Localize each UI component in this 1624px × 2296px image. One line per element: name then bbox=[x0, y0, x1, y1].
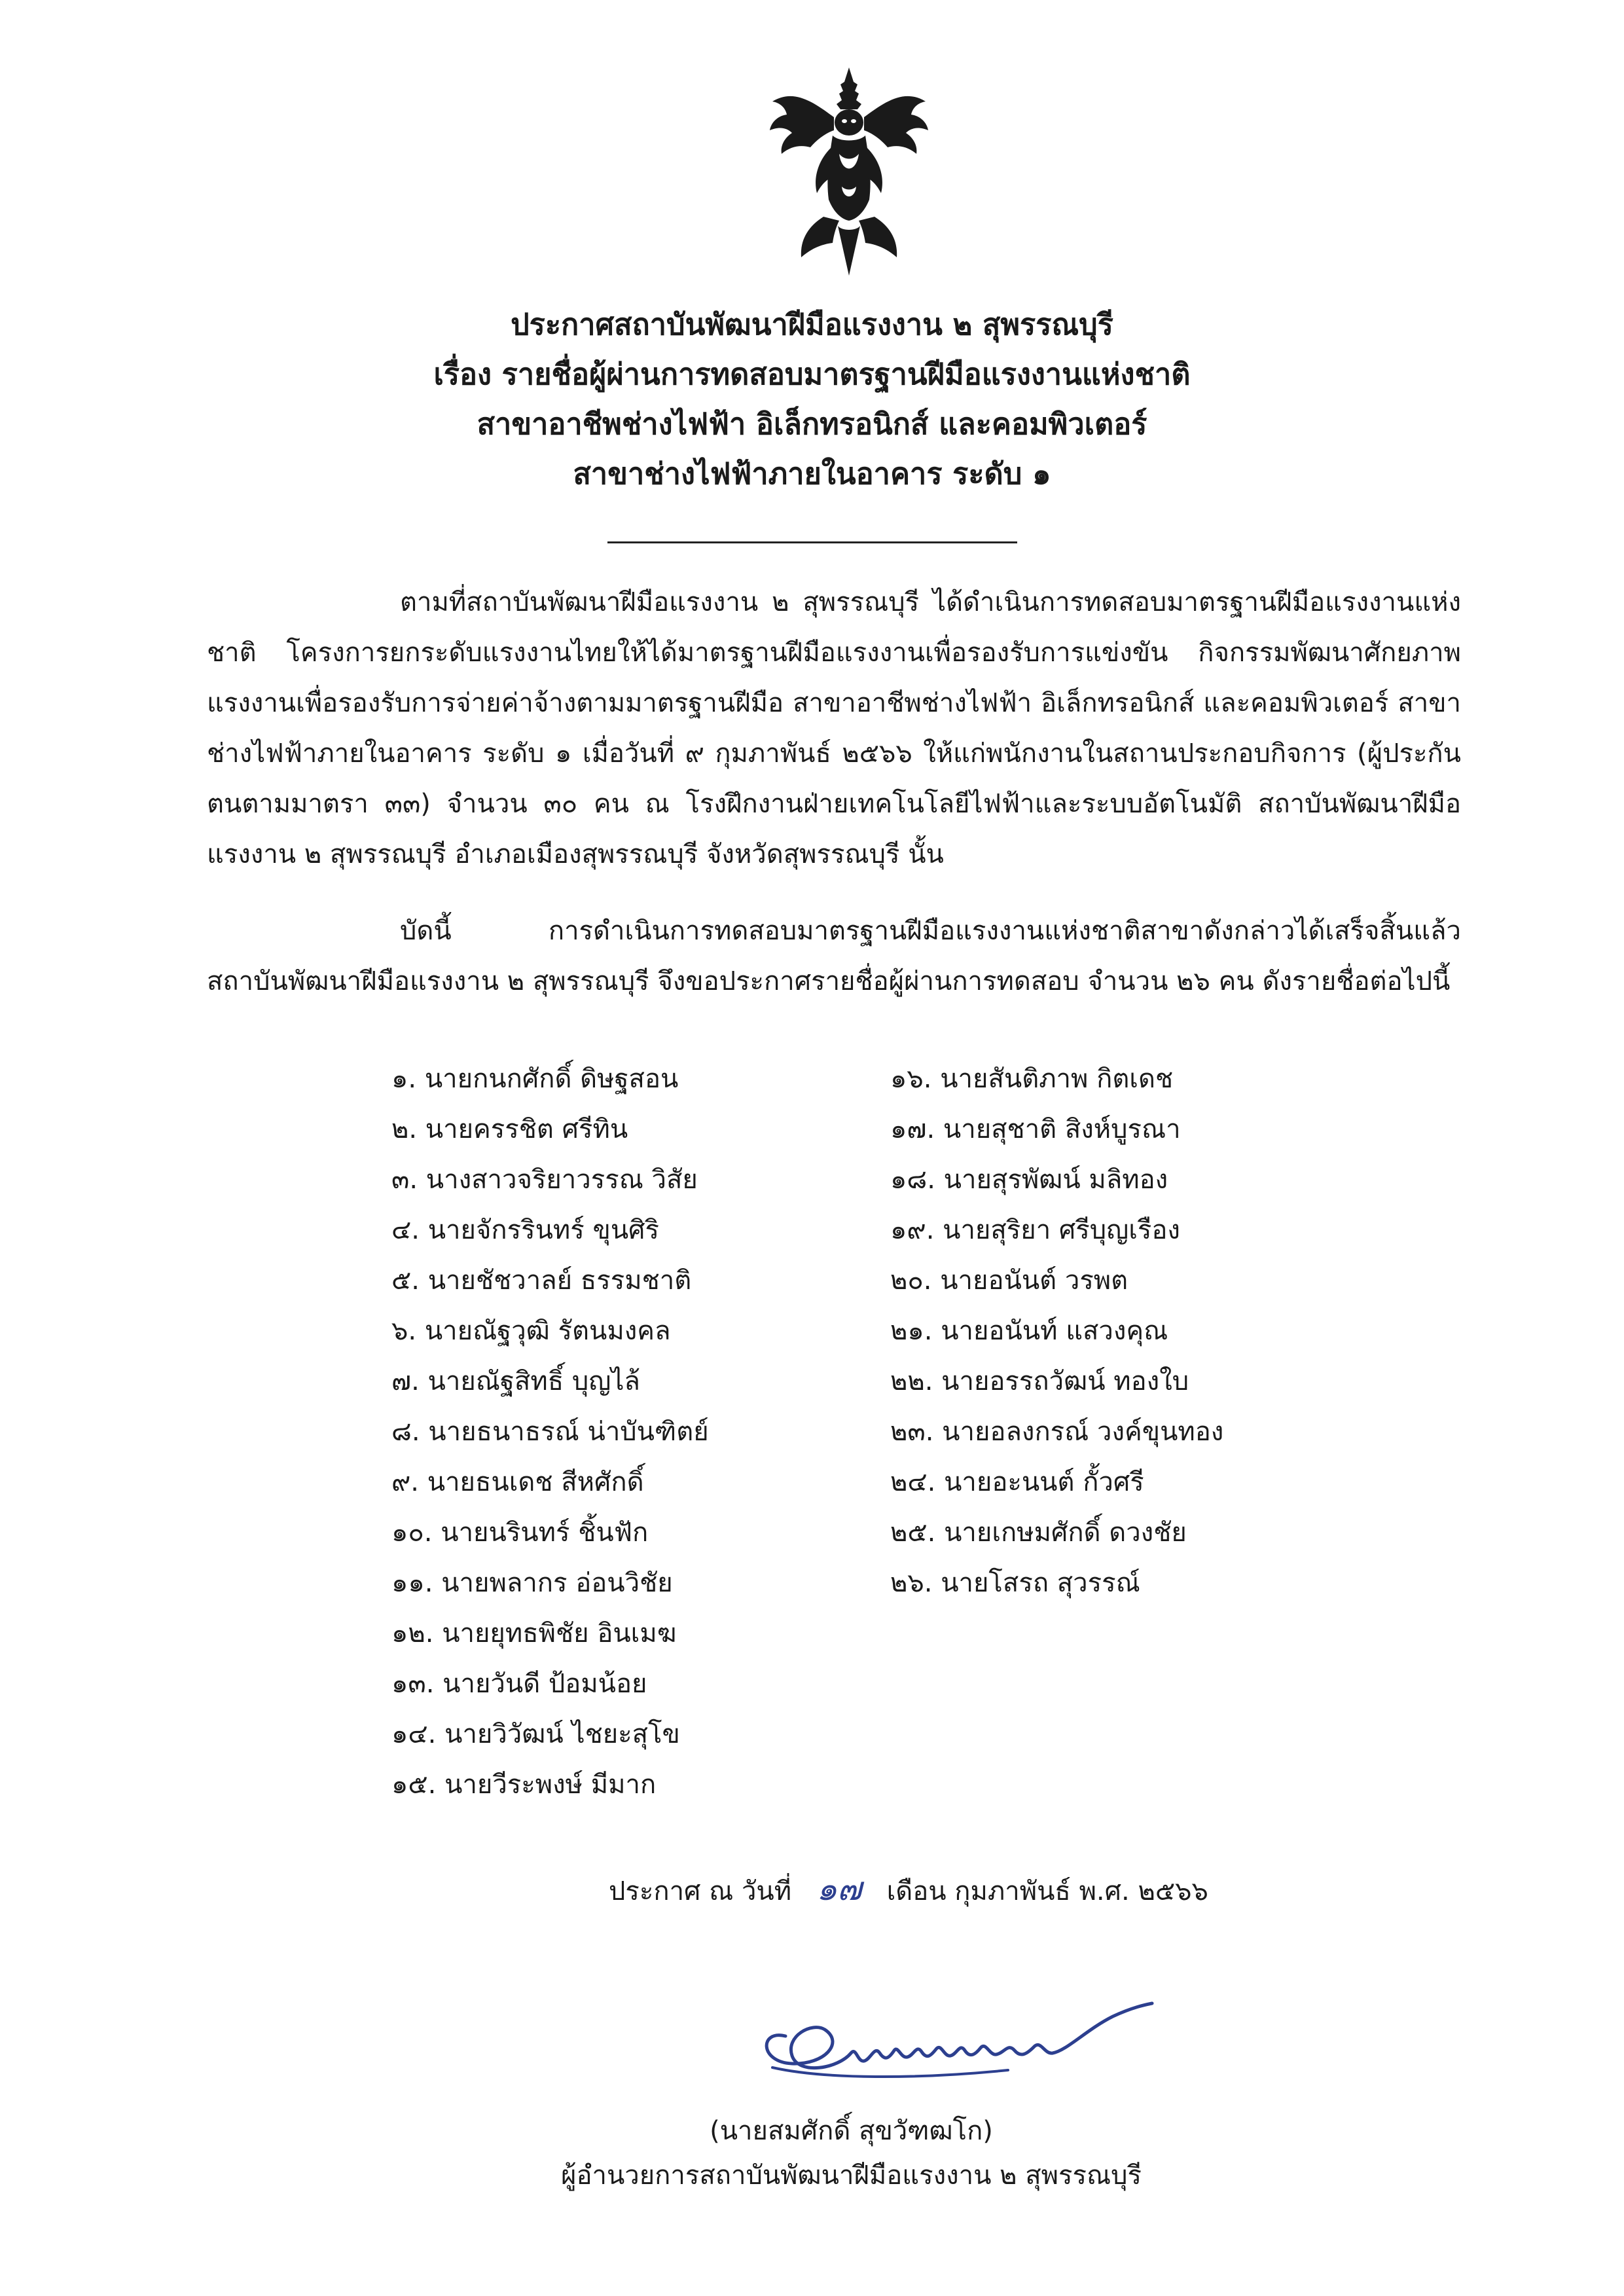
list-item: ๖. นายณัฐวุฒิ รัตนมงคล bbox=[391, 1316, 671, 1346]
title-line-1: ประกาศสถาบันพัฒนาฝีมือแรงงาน ๒ สุพรรณบุรี bbox=[511, 307, 1113, 342]
list-item: ๘. นายธนาธรณ์ น่าบันฑิตย์ bbox=[391, 1417, 709, 1447]
handwritten-signature bbox=[746, 1990, 1165, 2095]
title-divider bbox=[607, 541, 1017, 543]
signer-name-text: (นายสมศักดิ์ สุขวัฑฒโก) bbox=[710, 2116, 993, 2146]
list-item: ๑๙. นายสุริยา ศรีบุญเรือง bbox=[890, 1215, 1180, 1245]
list-item: ๑๒. นายยุทธพิชัย อินเมฆ bbox=[391, 1618, 677, 1649]
list-item: ๑๐. นายนรินทร์ ชิ้นฟัก bbox=[391, 1518, 649, 1548]
body-paragraph-2 bbox=[207, 906, 1461, 1007]
list-item: ๑๘. นายสุรพัฒน์ มลิทอง bbox=[890, 1165, 1168, 1195]
body-paragraph-1 bbox=[207, 577, 1461, 880]
passed-names-list-left bbox=[391, 1054, 709, 1810]
list-item: ๔. นายจักรรินทร์ ขุนศิริ bbox=[391, 1215, 660, 1245]
list-item: ๑๔. นายวิวัฒน์ ไชยะสุโข bbox=[391, 1719, 680, 1749]
list-item: ๑๕. นายวีระพงษ์ มีมาก bbox=[391, 1770, 657, 1800]
list-item: ๒๑. นายอนันท์ แสวงคุณ bbox=[890, 1316, 1168, 1346]
title-line-2: เรื่อง รายชื่อผู้ผ่านการทดสอบมาตรฐานฝีมือแรงงานแห่งชาติ bbox=[433, 357, 1191, 392]
announcement-title bbox=[0, 300, 1624, 499]
list-item: ๑๖. นายสันติภาพ กิตเดช bbox=[890, 1064, 1174, 1094]
list-item: ๑๓. นายวันดี ป้อมน้อย bbox=[391, 1669, 647, 1699]
signer-position bbox=[0, 2156, 1624, 2195]
list-item: ๗. นายณัฐสิทธิ์ บุญไล้ bbox=[391, 1366, 640, 1396]
announcement-date bbox=[609, 1869, 1208, 1911]
list-item: ๒๕. นายเกษมศักดิ์ ดวงชัย bbox=[890, 1518, 1187, 1548]
title-line-3: สาขาอาชีพช่างไฟฟ้า อิเล็กทรอนิกส์ และคอมพิวเตอร์ bbox=[477, 407, 1147, 441]
garuda-emblem-icon bbox=[761, 62, 937, 278]
signer-name bbox=[0, 2111, 1624, 2151]
list-item: ๑๑. นายพลากร อ่อนวิชัย bbox=[391, 1568, 673, 1598]
date-suffix: เดือน กุมภาพันธ์ พ.ศ. ๒๕๖๖ bbox=[886, 1876, 1208, 1906]
list-item: ๕. นายชัชวาลย์ ธรรมชาติ bbox=[391, 1266, 692, 1296]
title-line-4: สาขาช่างไฟฟ้าภายในอาคาร ระดับ ๑ bbox=[573, 456, 1051, 491]
list-item: ๒๐. นายอนันต์ วรพต bbox=[890, 1266, 1128, 1296]
paragraph-1-text: ตามที่สถาบันพัฒนาฝีมือแรงงาน ๒ สุพรรณบุรี ได้ดำเนินการทดสอบมาตรฐานฝีมือแรงงานแห่งชาติ โครงการยกระดับแรงงานไทยให้ได้มาตรฐานฝีมือแรงงานเพื่อรองรับการแข่งขัน กิจกรรมพัฒนาศักยภาพแรงงานเพื่อรองรับการจ่ายค่าจ้างตามมาตรฐานฝีมือ สาขาอาชีพช่างไฟฟ้า อิเล็กทรอนิกส์ และคอมพิวเตอร์ สาขาช่างไฟฟ้าภายในอาคาร ระดับ ๑ เมื่อวันที่ ๙ กุมภาพันธ์ ๒๕๖๖ ให้แก่พนักงานในสถานประกอบกิจการ (ผู้ประกันตนตามมาตรา ๓๓) จำนวน ๓๐ คน ณ โรงฝึกงานฝ่ายเทคโนโลยีไฟฟ้าและระบบอัตโนมัติ สถาบันพัฒนาฝีมือแรงงาน ๒ สุพรรณบุรี อำเภอเมืองสุพรรณบุรี จังหวัดสุพรรณบุรี นั้น bbox=[207, 587, 1461, 869]
date-prefix: ประกาศ ณ วันที่ bbox=[609, 1876, 792, 1906]
signer-position-text: ผู้อำนวยการสถาบันพัฒนาฝีมือแรงงาน ๒ สุพรรณบุรี bbox=[561, 2160, 1142, 2191]
list-item: ๓. นางสาวจริยาวรรณ วิสัย bbox=[391, 1165, 698, 1195]
list-item: ๒๓. นายอลงกรณ์ วงค์ขุนทอง bbox=[890, 1417, 1224, 1447]
list-item: ๙. นายธนเดช สีหศักดิ์ bbox=[391, 1467, 644, 1497]
list-item: ๒๔. นายอะนนต์ กั้วศรี bbox=[890, 1467, 1144, 1497]
list-item: ๑. นายกนกศักดิ์ ดิษฐสอน bbox=[391, 1064, 679, 1094]
list-item: ๒๒. นายอรรถวัฒน์ ทองใบ bbox=[890, 1366, 1189, 1396]
paragraph-2-text: บัดนี้ การดำเนินการทดสอบมาตรฐานฝีมือแรงงานแห่งชาติสาขาดังกล่าวได้เสร็จสิ้นแล้ว สถาบันพัฒนาฝีมือแรงงาน ๒ สุพรรณบุรี จึงขอประกาศรายชื่อผู้ผ่านการทดสอบ จำนวน ๒๖ คน ดังรายชื่อต่อไปนี้ bbox=[207, 916, 1461, 996]
list-item: ๑๗. นายสุชาติ สิงห์บูรณา bbox=[890, 1114, 1181, 1144]
passed-names-list-right bbox=[890, 1054, 1223, 1609]
date-day-handwritten: ๑๗ bbox=[816, 1870, 862, 1908]
list-item: ๒๖. นายโสรถ สุวรรณ์ bbox=[890, 1568, 1140, 1598]
list-item: ๒. นายครรชิต ศรีทิน bbox=[391, 1114, 628, 1144]
